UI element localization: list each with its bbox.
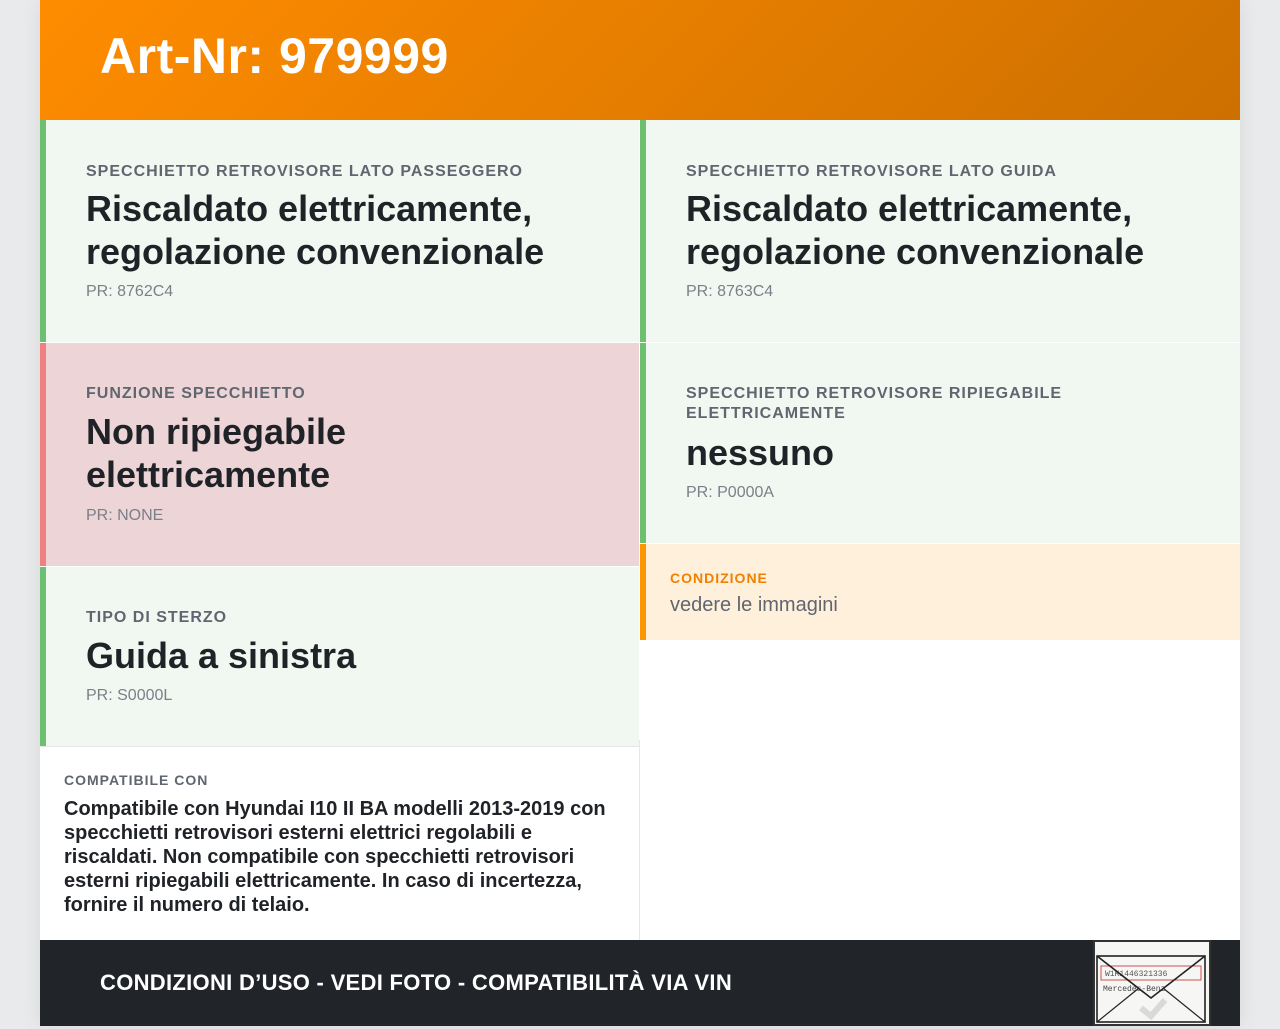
card-value: Riscaldato elettricamente, regolazione convenzionale xyxy=(86,188,545,272)
article-number-title: Art-Nr: 979999 xyxy=(100,28,449,84)
envelope-icon xyxy=(1095,942,1209,1024)
compatibility-text: Compatibile con Hyundai I10 II BA modelli 2013-2019 con specchietti retrovisori esterni elettrici regolabili e riscaldati. Non compatibile con specchietti retrovisori esterni ripiegabili elettricamente. In caso di incertezza, fornire il numero di telaio. xyxy=(64,798,606,916)
card-pr-code: PR: 8762C4 xyxy=(86,283,174,300)
vin-photo-thumbnail[interactable] xyxy=(1093,940,1211,1026)
condition-box xyxy=(640,544,1240,640)
card-label: SPECCHIETTO RETROVISORE RIPIEGABILE ELETTRICAMENTE xyxy=(686,385,1063,422)
thumb-code: W1K1446321336 xyxy=(1105,970,1168,979)
card-label: TIPO DI STERZO xyxy=(86,609,228,626)
card-pr-code: PR: NONE xyxy=(86,507,164,524)
condition-label: CONDIZIONE xyxy=(670,570,768,586)
card-pr-code: PR: P0000A xyxy=(686,484,775,501)
card-value: nessuno xyxy=(686,432,835,473)
card-pr-code: PR: S0000L xyxy=(86,687,173,704)
compatibility-label: COMPATIBILE CON xyxy=(64,772,209,788)
card-label: FUNZIONE SPECCHIETTO xyxy=(86,385,306,402)
condition-text: vedere le immagini xyxy=(670,594,838,616)
footer-bar xyxy=(40,940,1240,1026)
card-driver-mirror xyxy=(640,120,1240,342)
card-steering xyxy=(40,567,639,746)
card-passenger-mirror xyxy=(40,120,639,342)
column-divider xyxy=(639,740,640,940)
card-pr-code: PR: 8763C4 xyxy=(686,283,774,300)
card-folding-mirror xyxy=(640,343,1240,543)
footer-text: CONDIZIONI D’USO - VEDI FOTO - COMPATIBILITÀ VIA VIN xyxy=(100,970,733,995)
product-sheet xyxy=(40,0,1240,1026)
card-mirror-function xyxy=(40,343,639,566)
card-label: SPECCHIETTO RETROVISORE LATO GUIDA xyxy=(686,163,1057,180)
card-label: SPECCHIETTO RETROVISORE LATO PASSEGGERO xyxy=(86,163,523,180)
card-value: Guida a sinistra xyxy=(86,635,357,676)
compatibility-box xyxy=(40,746,639,940)
thumb-caption: Mercedes-Benz xyxy=(1103,985,1166,994)
header-banner xyxy=(40,0,1240,120)
card-value: Non ripiegabile elettricamente xyxy=(86,411,347,495)
card-value: Riscaldato elettricamente, regolazione convenzionale xyxy=(686,188,1145,272)
